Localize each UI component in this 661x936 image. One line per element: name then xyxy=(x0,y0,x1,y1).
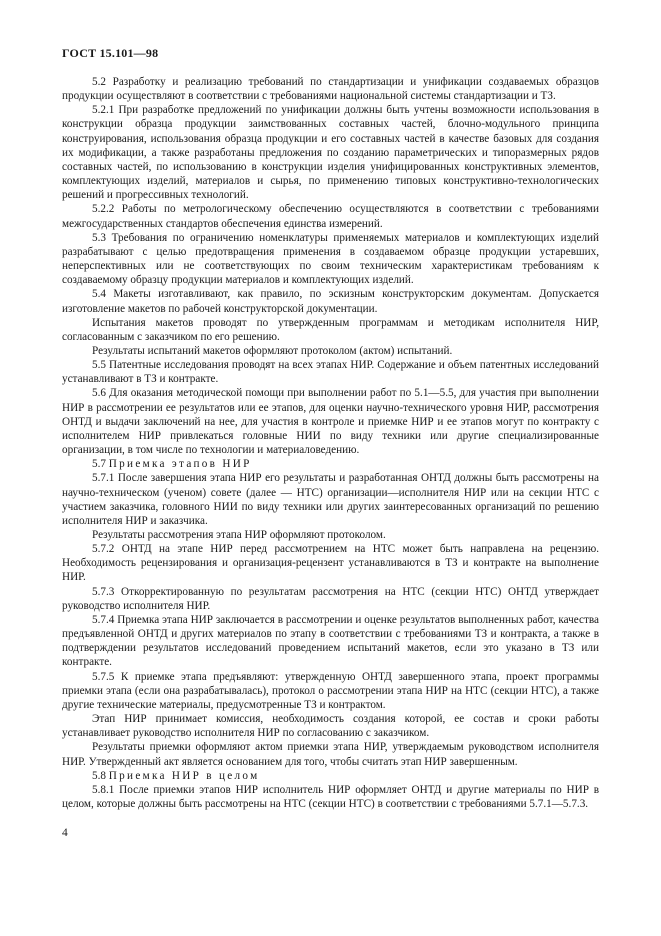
paragraph-5-7-5: 5.7.5 К приемке этапа предъявляют: утвержденную ОНТД завершенного этапа, проект программы приемки этапа (если она разрабатывалась), протокол о рассмотрении этапа НИР на НТС (секции НТС), а также другие технические материалы, предусмотренные ТЗ и контрактом. xyxy=(62,670,599,711)
paragraph-5-3: 5.3 Требования по ограничению номенклатуры применяемых материалов и комплектующих изделий разрабатывают с целью предотвращения применения в создаваемом образце продукции устаревших, неперспективных или не соответствующих по своим техническим характеристикам требованиям к создаваемому образцу продукции материалов и комплектующих изделий. xyxy=(62,231,599,287)
section-heading-5-7 xyxy=(62,457,599,471)
page-number: 4 xyxy=(62,827,68,839)
section-title: Приемка этапов НИР xyxy=(108,458,252,471)
section-heading-5-8 xyxy=(62,769,599,783)
paragraph-5-7-4: 5.7.4 Приемка этапа НИР заключается в рассмотрении и оценке результатов выполненных работ, качества предъявленной ОНТД и других материалов по этапу в соответствии с требованиями ТЗ и контракта, а также в подтверждении результатов исследований проведением испытаний макетов, если это указано в ТЗ или контракте. xyxy=(62,613,599,669)
paragraph-5-5: 5.5 Патентные исследования проводят на всех этапах НИР. Содержание и объем патентных исследований устанавливают в ТЗ и контракте. xyxy=(62,359,599,386)
paragraph-5-7-2: 5.7.2 ОНТД на этапе НИР перед рассмотрением на НТС может быть направлена на рецензию. Необходимость рецензирования и организация-рецензент устанавливаются в ТЗ и контракте на выполнение НИР. xyxy=(62,543,599,584)
paragraph-5-7-1: 5.7.1 После завершения этапа НИР его результаты и разработанная ОНТД должны быть рассмотрены на научно-техническом (ученом) совете (далее — НТС) организации—исполнителя НИР или на секции НТС с участием заказчика, головного НИИ по виду техники или других заинтересованных организаций по решению исполнителя НИР и заказчика. xyxy=(62,472,599,527)
paragraph-5-4-results: Результаты испытаний макетов оформляют протоколом (актом) испытаний. xyxy=(92,344,453,357)
paragraph-5-7-3: 5.7.3 Откорректированную по результатам рассмотрения на НТС (секции НТС) ОНТД утверждает руководство исполнителя НИР. xyxy=(62,585,599,612)
document-header: ГОСТ 15.101—98 xyxy=(62,46,159,60)
paragraph-5-7-5-commission: Этап НИР принимает комиссия, необходимость создания которой, ее состав и сроки работы устанавливает руководство исполнителя НИР по согласованию с заказчиком. xyxy=(62,713,599,740)
paragraph-5-8-1: 5.8.1 После приемки этапов НИР исполнитель НИР оформляет ОНТД и другие материалы по НИР в целом, которые должны быть рассмотрены на НТС (секции НТС) в соответствии с требованиями 5.7.1—5.7.3. xyxy=(62,783,599,810)
paragraph-5-2-2: 5.2.2 Работы по метрологическому обеспечению осуществляются в соответствии с требованиями межгосударственных стандартов обеспечения единства измерений. xyxy=(62,203,599,230)
paragraph-5-7-5-results: Результаты приемки оформляют актом приемки этапа НИР, утверждаемым руководством исполнителя НИР. Утвержденный акт является основанием для того, чтобы считать этап НИР завершенным. xyxy=(62,741,599,768)
paragraph-5-4-tests: Испытания макетов проводят по утвержденным программам и методикам исполнителя НИР, согласованным с заказчиком по его решению. xyxy=(62,316,599,343)
section-number: 5.7 xyxy=(92,458,106,471)
section-title: Приемка НИР в целом xyxy=(108,769,260,782)
paragraph-5-4: 5.4 Макеты изготавливают, как правило, по эскизным конструкторским документам. Допускается изготовление макетов по рабочей конструкторской документации. xyxy=(62,288,599,315)
section-number: 5.8 xyxy=(92,769,106,782)
paragraph-5-2: 5.2 Разработку и реализацию требований по стандартизации и унификации создаваемых образцов продукции осуществляют в соответствии с требованиями национальной системы стандартизации и ТЗ. xyxy=(62,76,599,103)
paragraph-5-7-1-protocol: Результаты рассмотрения этапа НИР оформляют протоколом. xyxy=(92,529,386,541)
document-body xyxy=(62,75,599,811)
paragraph-5-6: 5.6 Для оказания методической помощи при выполнении работ по 5.1—5.5, для участия при выполнении НИР в рассмотрении ее результатов или ее этапов, для оценки научно-технического уровня НИР, рассмотрения ОНТД и выдачи заключений на нее, для участия в контроле и приемке НИР и ее этапов могут по контракту с исполнителем НИР привлекаться головные НИИ по виду техники или другие специализированные организации, в том числе по технологии и материаловедению. xyxy=(62,387,599,457)
paragraph-5-2-1: 5.2.1 При разработке предложений по унификации должны быть учтены возможности использования в конструкции образца продукции заимствованных составных частей, блочно-модульного принципа конструирования, использования образца продукции и его составных частей в качестве базовых для создания их модификации, а также разработаны предложения по созданию параметрических и типоразмерных рядов составных частей, по использованию в конструкции изделия унифицированных конструктивных элементов, комплектующих изделий, материалов и сырья, по применению типовых конструктивно-технологических решений и прогрессивных технологий. xyxy=(62,104,599,202)
